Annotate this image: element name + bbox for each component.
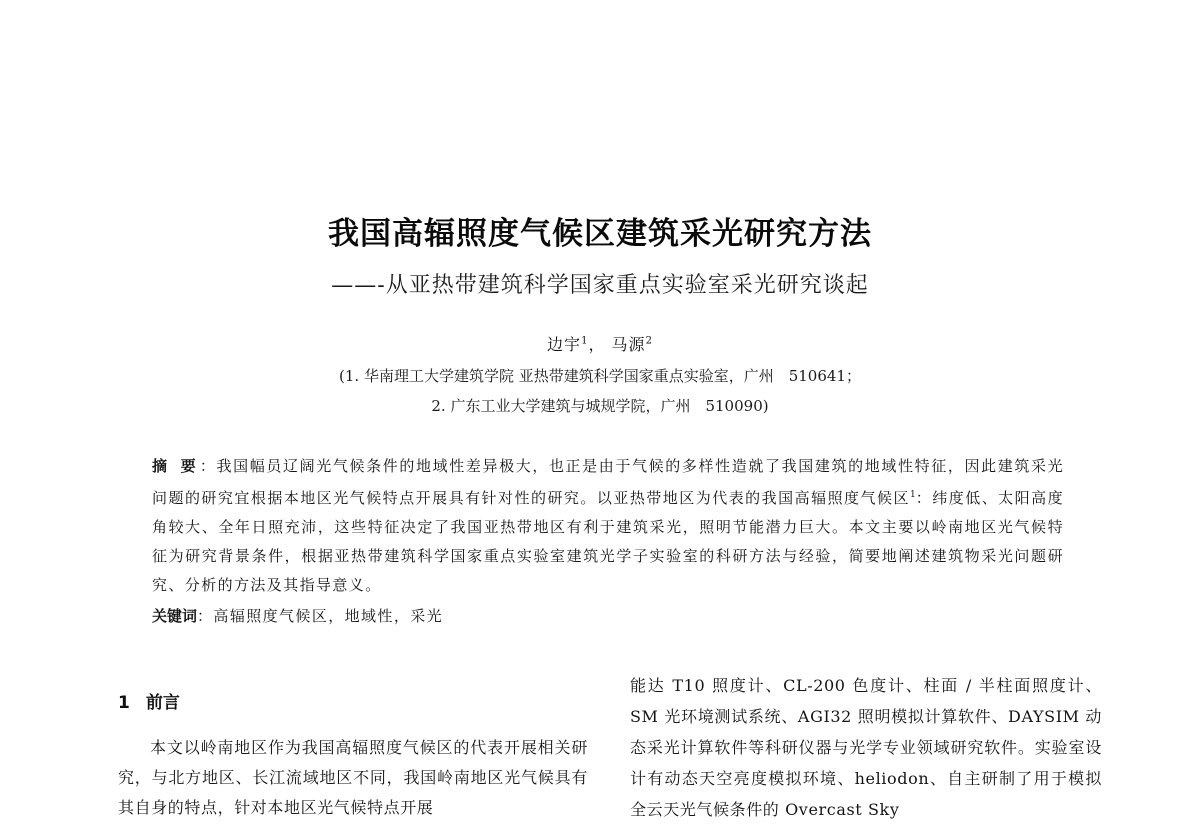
author-affiliation-mark: 1 <box>581 335 589 347</box>
section-title: 前言 <box>145 693 180 713</box>
body-text-right-column: 能达 T10 照度计、CL-200 色度计、柱面 / 半柱面照度计、SM 光环境测试系统、AGI32 照明模拟计算软件、DAYSIM 动态采光计算软件等科研仪器与光学专业领域研究软件。实验室设计有动态天空亮度模拟环境、heliodon、自主研制了用于模拟全云天光气候条件的 Overcast Sky <box>630 676 1102 819</box>
keywords-text: ：高辐照度气候区，地域性，采光 <box>197 607 444 625</box>
abstract-label: 摘 要 <box>152 457 200 475</box>
paper-subtitle: ——-从亚热带建筑科学国家重点实验室采光研究谈起 <box>331 273 869 298</box>
author-name: 边宇 <box>547 335 582 354</box>
keywords-label: 关键词 <box>152 607 198 625</box>
author-name: 马源 <box>611 335 646 354</box>
section-number: 1 <box>118 693 130 713</box>
affiliation-1: (1. 华南理工大学建筑学院 亚热带建筑科学国家重点实验室，广州 510641； <box>339 367 861 385</box>
author-list <box>0 332 1200 355</box>
abstract <box>152 452 1064 600</box>
abstract-text-part2: ：纬度低、太阳高度角较大、全年日照充沛，这些特征决定了我国亚热带地区有利于建筑采光，照明节能潜力巨大。本文主要以岭南地区光气候特征为研究背景条件，根据亚热带建筑科学国家重点实验室建筑光学子实验室的科研方法与经验，简要地阐述建筑物采光问题研究、分析的方法及其指导意义。 <box>152 489 1064 594</box>
body-text-left-column: 本文以岭南地区作为我国高辐照度气候区的代表开展相关研究，与北方地区、长江流域地区不同，我国岭南地区光气候具有其自身的特点，针对本地区光气候特点开展 <box>118 738 588 817</box>
author-affiliation-mark: 2 <box>645 335 653 347</box>
affiliation-2: 2. 广东工业大学建筑与城规学院，广州 510090) <box>431 397 769 415</box>
abstract-text-part1: ：我国幅员辽阔光气候条件的地域性差异极大，也正是由于气候的多样性造就了我国建筑的地域性特征，因此建筑采光问题的研究宜根据本地区光气候特点开展具有针对性的研究。以亚热带地区为代表的我国高辐照度气候区 <box>152 457 1064 507</box>
author-separator: ， <box>588 335 606 354</box>
paper-title: 我国高辐照度气候区建筑采光研究方法 <box>328 216 872 252</box>
keywords <box>152 605 1064 626</box>
section-heading <box>118 688 180 713</box>
abstract-citation-mark: 1 <box>909 490 916 500</box>
